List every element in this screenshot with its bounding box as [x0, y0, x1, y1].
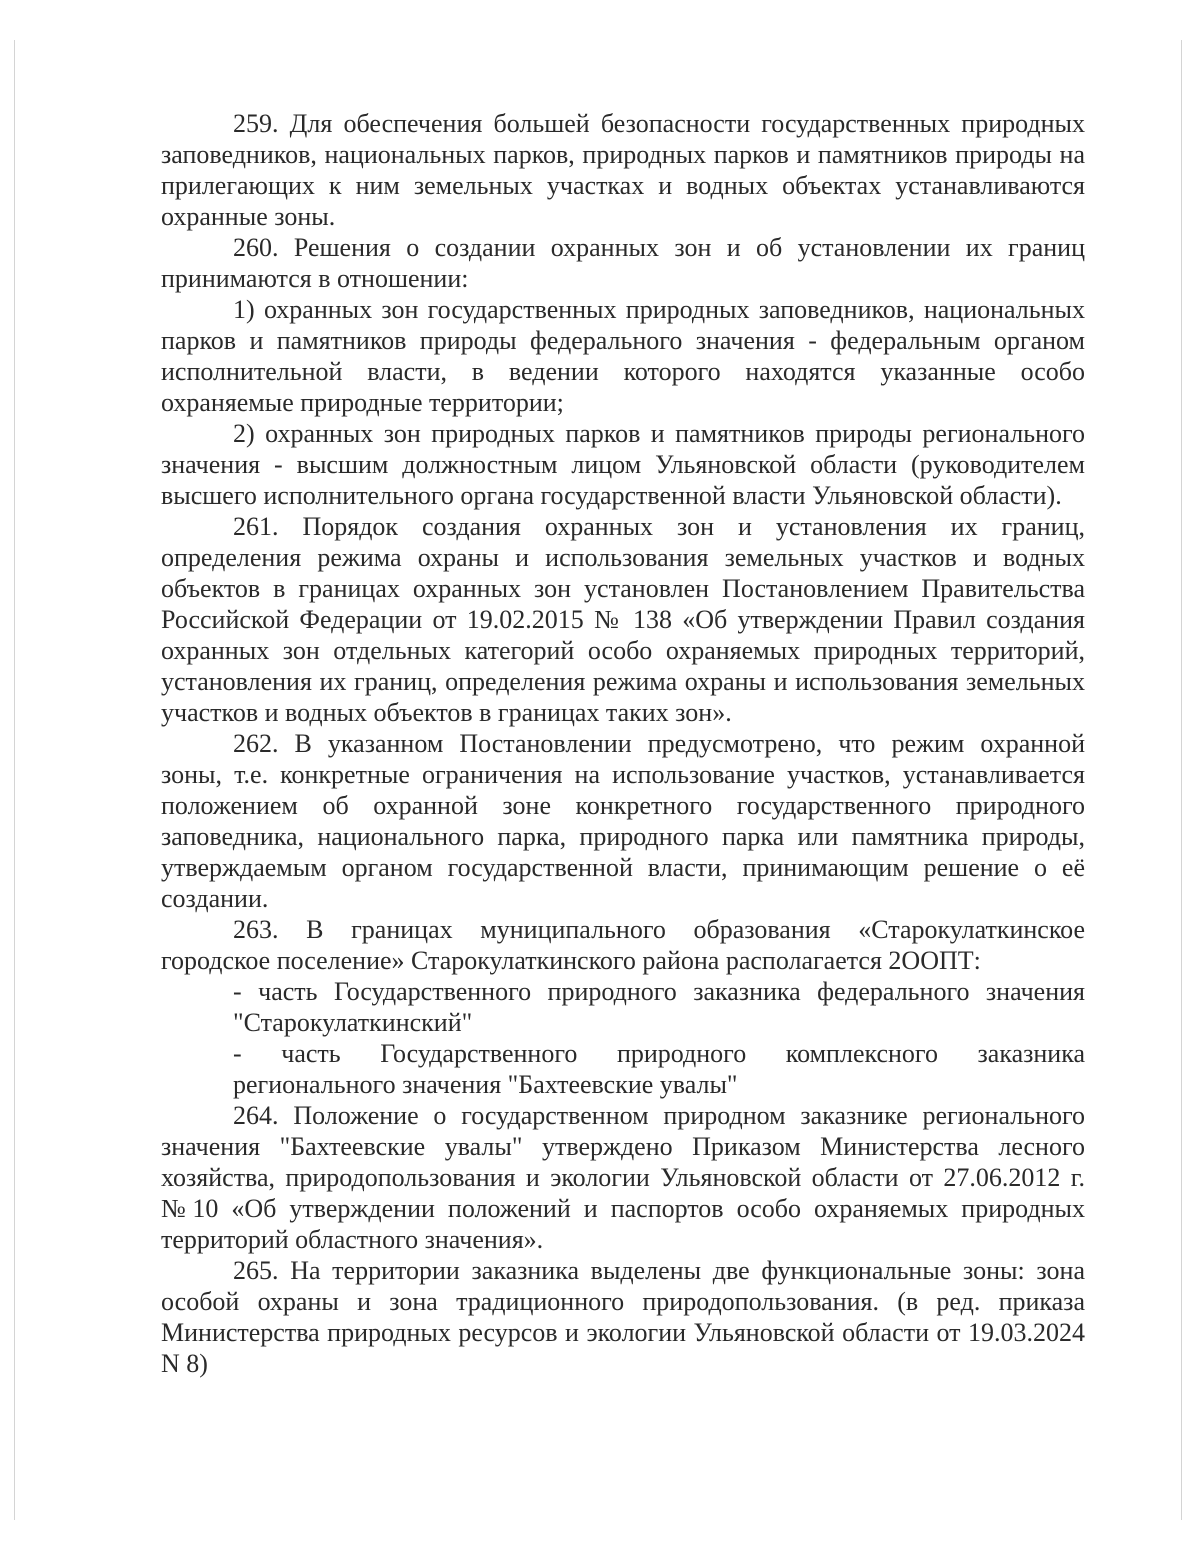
list-item-number: 2) — [233, 419, 255, 448]
list-item-2 — [161, 418, 1085, 511]
list-item-text: охранных зон природных парков и памятников природы регионального значения - высшим должностным лицом Ульяновской области (руководителем высшего исполнительного органа государственной власти Ульяновской области). — [161, 419, 1085, 510]
paragraph-text: В границах муниципального образования «Старокулаткинское городское поселение» Старокулаткинского района располагается 2ООПТ: — [161, 915, 1085, 975]
paragraph-text: В указанном Постановлении предусмотрено, что режим охранной зоны, т.е. конкретные ограничения на использование участков, устанавливается положением об охранной зоне конкретного государственного природного заповедника, национального парка, природного парка или памятника природы, утверждаемым органом государственной власти, принимающим решение о её создании. — [161, 729, 1086, 913]
paragraph-text: На территории заказника выделены две функциональные зоны: зона особой охраны и зона традиционного природопользования. (в ред. приказа Министерства природных ресурсов и экологии Ульяновской области от 19.03.2024 N 8) — [161, 1256, 1086, 1378]
paragraph-number: 261. — [233, 512, 279, 541]
dash-item-text: часть Государственного природного заказника федерального значения "Старокулаткинский" — [233, 977, 1085, 1037]
dash-item-1 — [233, 976, 1085, 1038]
paragraph-number: 263. — [233, 915, 279, 944]
list-item-text: охранных зон государственных природных заповедников, национальных парков и памятников природы федерального значения - федеральным органом исполнительной власти, в ведении которого находятся указанные особо охраняемые природные территории; — [161, 295, 1086, 417]
paragraph-264 — [161, 1100, 1085, 1255]
paragraph-number: 262. — [233, 729, 279, 758]
paragraph-text: Порядок создания охранных зон и установления их границ, определения режима охраны и использования земельных участков и водных объектов в границах охранных зон установлен Постановлением Правительства Российской Федерации от 19.02.2015 № 138 «Об утверждении Правил создания охранных зон отдельных категорий особо охраняемых природных территорий, установления их границ, определения режима охраны и использования земельных участков и водных объектов в границах таких зон». — [161, 512, 1085, 727]
paragraph-263 — [161, 914, 1085, 976]
paragraph-260 — [161, 232, 1085, 294]
paragraph-262 — [161, 728, 1085, 914]
paragraph-text: Положение о государственном природном заказнике регионального значения "Бахтеевские увалы" утверждено Приказом Министерства лесного хозяйства, природопользования и экологии Ульяновской области от 27.06.2012 г. №10 «Об утверждении положений и паспортов особо охраняемых природных территорий областного значения». — [161, 1101, 1086, 1254]
paragraph-261 — [161, 511, 1085, 728]
scan-edge-right — [1181, 40, 1182, 1520]
paragraph-259 — [161, 108, 1085, 232]
paragraph-text: Для обеспечения большей безопасности государственных природных заповедников, национальных парков, природных парков и памятников природы на прилегающих к ним земельных участках и водных объектах устанавливаются охранные зоны. — [161, 109, 1085, 231]
paragraph-number: 264. — [233, 1101, 279, 1130]
paragraph-number: 260. — [233, 233, 279, 262]
paragraph-text: Решения о создании охранных зон и об установлении их границ принимаются в отношении: — [161, 233, 1085, 293]
dash-marker: - — [233, 977, 242, 1006]
document-body — [161, 108, 1085, 1379]
dash-item-text: часть Государственного природного комплексного заказника регионального значения "Бахтеевские увалы" — [233, 1039, 1085, 1099]
scan-edge-left — [14, 40, 15, 1520]
dash-marker: - — [233, 1039, 242, 1068]
list-item-number: 1) — [233, 295, 255, 324]
list-item-1 — [161, 294, 1085, 418]
paragraph-number: 265. — [233, 1256, 279, 1285]
paragraph-number: 259. — [233, 109, 279, 138]
dash-item-2 — [233, 1038, 1085, 1100]
paragraph-265 — [161, 1255, 1085, 1379]
